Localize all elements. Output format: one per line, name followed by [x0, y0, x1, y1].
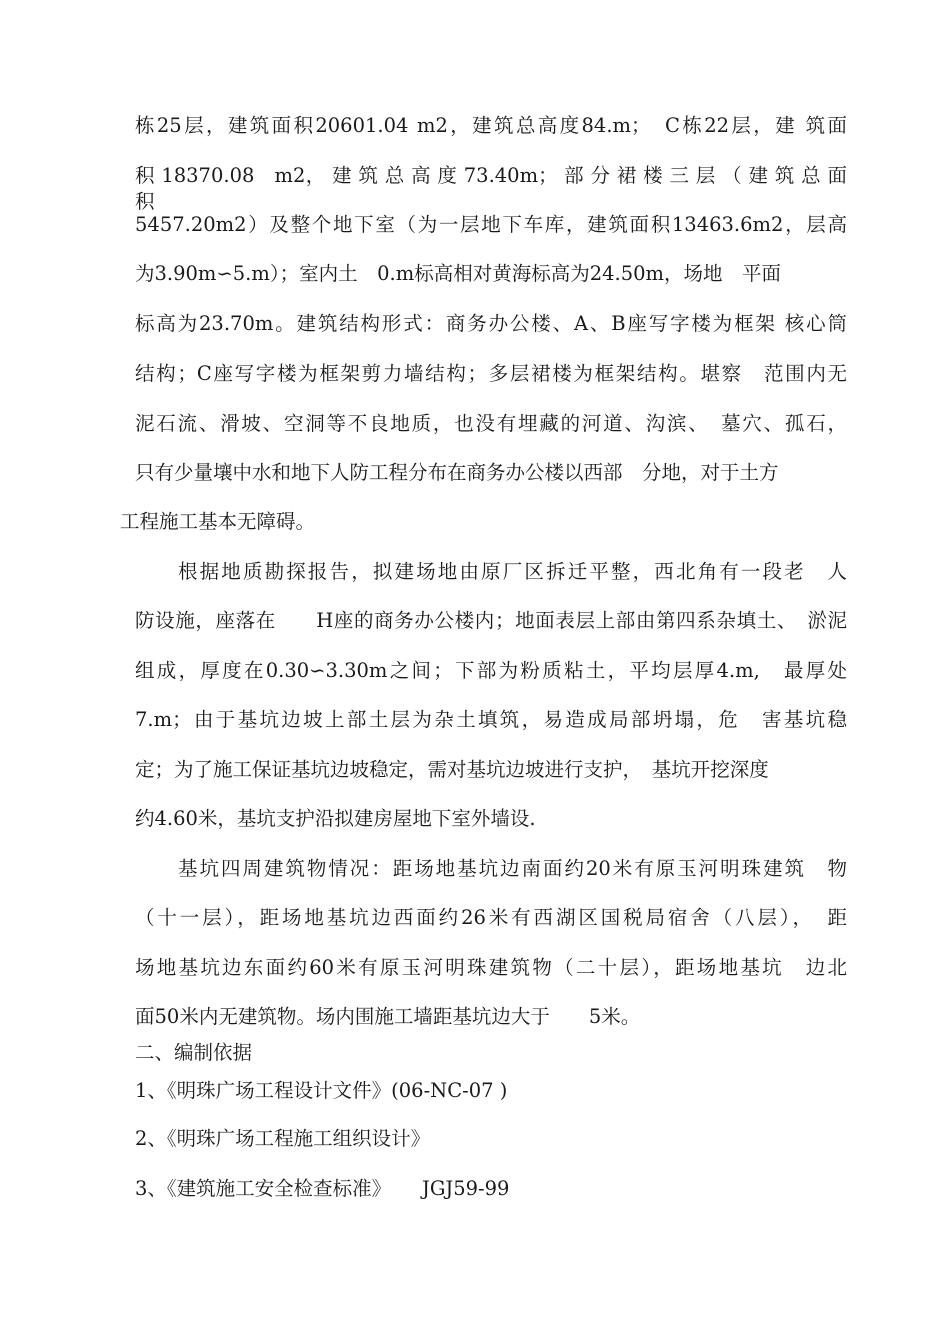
- reference-text: 1、《明珠广场工程设计文件》(06-NC-07 ): [135, 1079, 508, 1102]
- body-text-line: 7.m；由于基坑边坡上部土层为杂土填筑，易造成局部坍塌，危 害基坑稳: [135, 708, 847, 731]
- body-text-line: 约4.60米，基坑支护沿拟建房屋地下室外墙设.: [135, 807, 536, 830]
- body-text-line: 防设施，座落在 H座的商务办公楼内；地面表层上部由第四系杂填土、 淤泥: [135, 609, 847, 632]
- body-text-line: 栋25层，建筑面积20601.04 m2，建筑总高度84.m； C栋22层，建 筑面: [135, 114, 847, 137]
- reference-text: 3、《建筑施工安全检查标准》: [135, 1177, 392, 1200]
- reference-item: [135, 1176, 835, 1202]
- body-text-line: 泥石流、滑坡、空洞等不良地质，也没有埋藏的河道、沟滨、 墓穴、孤石，: [135, 412, 847, 435]
- body-text-line: 工程施工基本无障碍。: [120, 510, 316, 533]
- reference-standard-code: JGJ59-99: [422, 1177, 510, 1200]
- body-text-line: 定；为了施工保证基坑边坡稳定，需对基坑边坡进行支护， 基坑开挖深度: [135, 758, 769, 781]
- body-text-line: 5457.20m2）及整个地下室（为一层地下车库，建筑面积13463.6m2，层高: [135, 213, 847, 236]
- reference-item: [135, 1126, 430, 1152]
- body-text-line: 结构；C座写字楼为框架剪力墙结构；多层裙楼为框架结构。堪察 范围内无: [135, 362, 847, 385]
- body-text-line: 场地基坑边东面约60米有原玉河明珠建筑物（二十层），距场地基坑 边北: [135, 956, 847, 979]
- section-heading: 二、编制依据: [135, 1041, 253, 1064]
- reference-item: [135, 1078, 507, 1104]
- body-text-line: 组成，厚度在0.30∽3.30m之间；下部为粉质粘土，平均层厚4.m, 最厚处: [135, 659, 847, 682]
- body-text-line: 面50米内无建筑物。场内围施工墙距基坑边大于 5米。: [135, 1005, 641, 1028]
- body-text-line: 只有少量壤中水和地下人防工程分布在商务办公楼以西部 分地，对于土方: [135, 461, 779, 484]
- reference-text: 2、《明珠广场工程施工组织设计》: [135, 1127, 431, 1150]
- body-text-line: 基坑四周建筑物情况：距场地基坑边南面约20米有原玉河明珠建筑 物: [178, 857, 847, 880]
- body-text-line: 为3.90m∽5.m）；室内土 0.m标高相对黄海标高为24.50m，场地 平面: [135, 262, 782, 285]
- body-text-line: 根据地质勘探报告，拟建场地由原厂区拆迁平整，西北角有一段老 人: [178, 560, 847, 583]
- body-text-line: （十一层），距场地基坑边西面约26米有西湖区国税局宿舍（八层）， 距: [135, 906, 847, 929]
- body-text-line: 积 18370.08 m2， 建 筑 总 高 度 73.40m； 部 分 裙 楼 三 层 （ 建 筑 总 面 积: [135, 164, 847, 213]
- body-text-line: 标高为23.70m。建筑结构形式：商务办公楼、A、B座写字楼为框架 核心筒: [135, 312, 847, 335]
